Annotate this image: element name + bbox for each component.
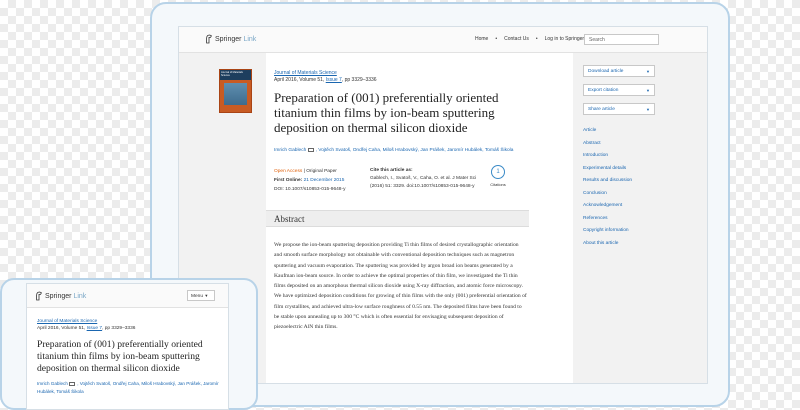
download-article-label: Download article <box>588 69 624 74</box>
author-link[interactable]: Miloš Hrabovský <box>141 381 176 386</box>
nav-home[interactable]: Home <box>475 36 489 42</box>
author-list: Imrich Gablech , Vojtěch Svatoš, Ondřej Caha, Miloš Hrabovský, Jan Prášek, Jaromír Hubálek, Tomáš Šikola <box>37 381 219 394</box>
brand-name-link: Link <box>243 35 257 43</box>
springer-logo[interactable] <box>205 34 256 44</box>
mobile-header <box>27 284 228 308</box>
caret-down-icon: ▼ <box>646 69 650 74</box>
springer-logo[interactable] <box>35 291 86 301</box>
nav-separator: • <box>535 36 538 42</box>
citations-count: 1 <box>491 165 505 179</box>
cover-artwork <box>224 83 247 105</box>
export-citation-label: Export citation <box>588 88 619 93</box>
header-nav <box>475 36 584 42</box>
nav-separator: • <box>495 36 498 42</box>
author-link[interactable]: Vojtěch Svatoš <box>318 148 351 153</box>
menu-label: Menu <box>191 294 203 299</box>
doi: DOI: 10.1007/s10853-015-9648-y <box>274 187 346 192</box>
paper-type: Original Paper <box>306 169 337 174</box>
issue-link[interactable]: Issue 7 <box>86 326 103 331</box>
caret-down-icon: ▼ <box>646 107 650 112</box>
caret-down-icon: ▼ <box>646 88 650 93</box>
cite-text: Gablech, I., Svatoš, V., Caha, O. et al. J Mater Sci (2016) 51: 3329. doi:10.1007/s10853-015-9648-y <box>370 176 477 189</box>
menu-button[interactable] <box>187 290 215 301</box>
export-citation-button[interactable] <box>583 84 655 96</box>
section-link-introduction[interactable]: Introduction <box>583 153 609 158</box>
abstract-heading: Abstract <box>266 210 529 227</box>
author-link[interactable]: Jaromír Hubálek <box>447 148 483 153</box>
nav-login[interactable]: Log in to Springer <box>544 36 585 42</box>
brand-name: Springer <box>215 35 242 43</box>
cover-journal-title: Journal of Materials Science <box>220 70 251 80</box>
pages: , pp 3329–3336 <box>341 77 377 83</box>
section-link-copyright[interactable]: Copyright information <box>583 228 629 233</box>
author-link[interactable]: Vojtěch Svatoš <box>79 381 111 386</box>
section-nav <box>583 125 655 250</box>
springer-horse-icon <box>205 34 213 44</box>
brand-name-link: Link <box>73 292 87 300</box>
author-link[interactable]: Ondřej Caha <box>112 381 139 386</box>
author-link[interactable]: Imrich Gablech <box>37 381 68 386</box>
brand-name: Springer <box>45 292 72 300</box>
author-link[interactable]: Ondřej Caha <box>352 148 380 153</box>
site-header <box>179 27 707 53</box>
journal-link[interactable]: Journal of Materials Science <box>274 70 337 76</box>
author-link[interactable]: Miloš Hrabovský <box>382 148 418 153</box>
author-link[interactable]: Jan Prášek <box>420 148 445 153</box>
section-link-article[interactable]: Article <box>583 128 597 133</box>
phone-screen <box>26 283 229 410</box>
section-link-conclusion[interactable]: Conclusion <box>583 190 607 196</box>
author-link[interactable]: Jan Prášek <box>177 381 201 386</box>
section-link-references[interactable]: References <box>583 215 608 221</box>
volume-info <box>274 77 377 83</box>
journal-link[interactable]: Journal of Materials Science <box>37 319 98 324</box>
author-link[interactable]: Jaromír Hubálek <box>37 381 219 394</box>
section-link-acknowledgement[interactable]: Acknowledgement <box>583 203 623 208</box>
citations-label: Citations <box>490 182 506 187</box>
journal-cover-image[interactable] <box>219 69 252 113</box>
springer-horse-icon <box>35 291 43 301</box>
cite-heading: Cite this article as: <box>370 168 413 173</box>
date-volume: April 2016, Volume 51, <box>274 77 325 83</box>
date-volume: April 2016, Volume 51, <box>37 326 86 331</box>
section-link-about[interactable]: About this article <box>583 240 619 246</box>
section-link-experimental[interactable]: Experimental details <box>583 165 627 171</box>
open-access-badge: Open Access <box>274 169 303 174</box>
article-sidebar <box>583 65 655 250</box>
abstract-text: We propose the ion-beam sputtering deposition providing Ti thin films of desired crystallographic orientation and smooth surface morphology not obtainable with conventional deposition techniques such as magnetron sputtering and vacuum evaporation. The sputtering was provided by argon broad ion beams generated by a Kaufman ion-beam source. In order to achieve the optimal properties of thin film, we investigated the Ti thin films deposited on an amorphous thermal silicon dioxide using X-ray diffraction, and atomic force microscopy. We have optimized deposition conditions for growing of thin films with the only (001) preferential orientation of film crystallites, and achieved ultra-low surface roughness of 0.55 nm. The deposited films have been found to be stable upon annealing up to 300 °C which is often essential for envisaging subsequent deposition of piezoelectric AlN thin films. <box>274 242 527 331</box>
author-list: Imrich Gablech , Vojtěch Svatoš, Ondřej Caha, Miloš Hrabovský, Jan Prášek, Jaromír Hubálek, Tomáš Šikola <box>274 148 514 153</box>
section-link-results[interactable]: Results and discussion <box>583 178 633 183</box>
author-link[interactable]: Imrich Gablech <box>274 148 307 153</box>
download-article-button[interactable] <box>583 65 655 77</box>
first-online-date: 21 December 2015 <box>303 178 345 183</box>
section-link-abstract[interactable]: Abstract <box>583 140 601 146</box>
author-link[interactable]: Tomáš Šikola <box>484 148 514 153</box>
article-title: Preparation of (001) preferentially oriented titanium thin films by ion-beam sputtering deposition on thermal silicon dioxide <box>37 339 203 374</box>
citations-metric[interactable] <box>483 165 513 187</box>
share-article-button[interactable] <box>583 103 655 115</box>
email-icon[interactable] <box>69 382 75 386</box>
cite-this-article <box>370 167 485 191</box>
pages: , pp 3329–3336 <box>102 326 136 331</box>
first-online-label: First Online: <box>274 178 303 183</box>
caret-down-icon: ▼ <box>204 293 209 298</box>
author-link[interactable]: Tomáš Šikola <box>56 389 84 394</box>
nav-contact[interactable]: Contact Us <box>504 36 529 42</box>
search-input[interactable]: Search <box>584 34 659 45</box>
volume-info <box>37 326 135 331</box>
issue-link[interactable]: Issue 7 <box>325 77 342 83</box>
article-title: Preparation of (001) preferentially oriented titanium thin films by ion-beam sputtering deposition on thermal silicon dioxide <box>274 90 499 135</box>
email-icon[interactable] <box>308 148 314 152</box>
share-article-label: Share article <box>588 107 615 112</box>
article-meta: Open Access | Original Paper First Online: 21 December 2015 DOI: 10.1007/s10853-015-9648-y <box>274 167 374 194</box>
